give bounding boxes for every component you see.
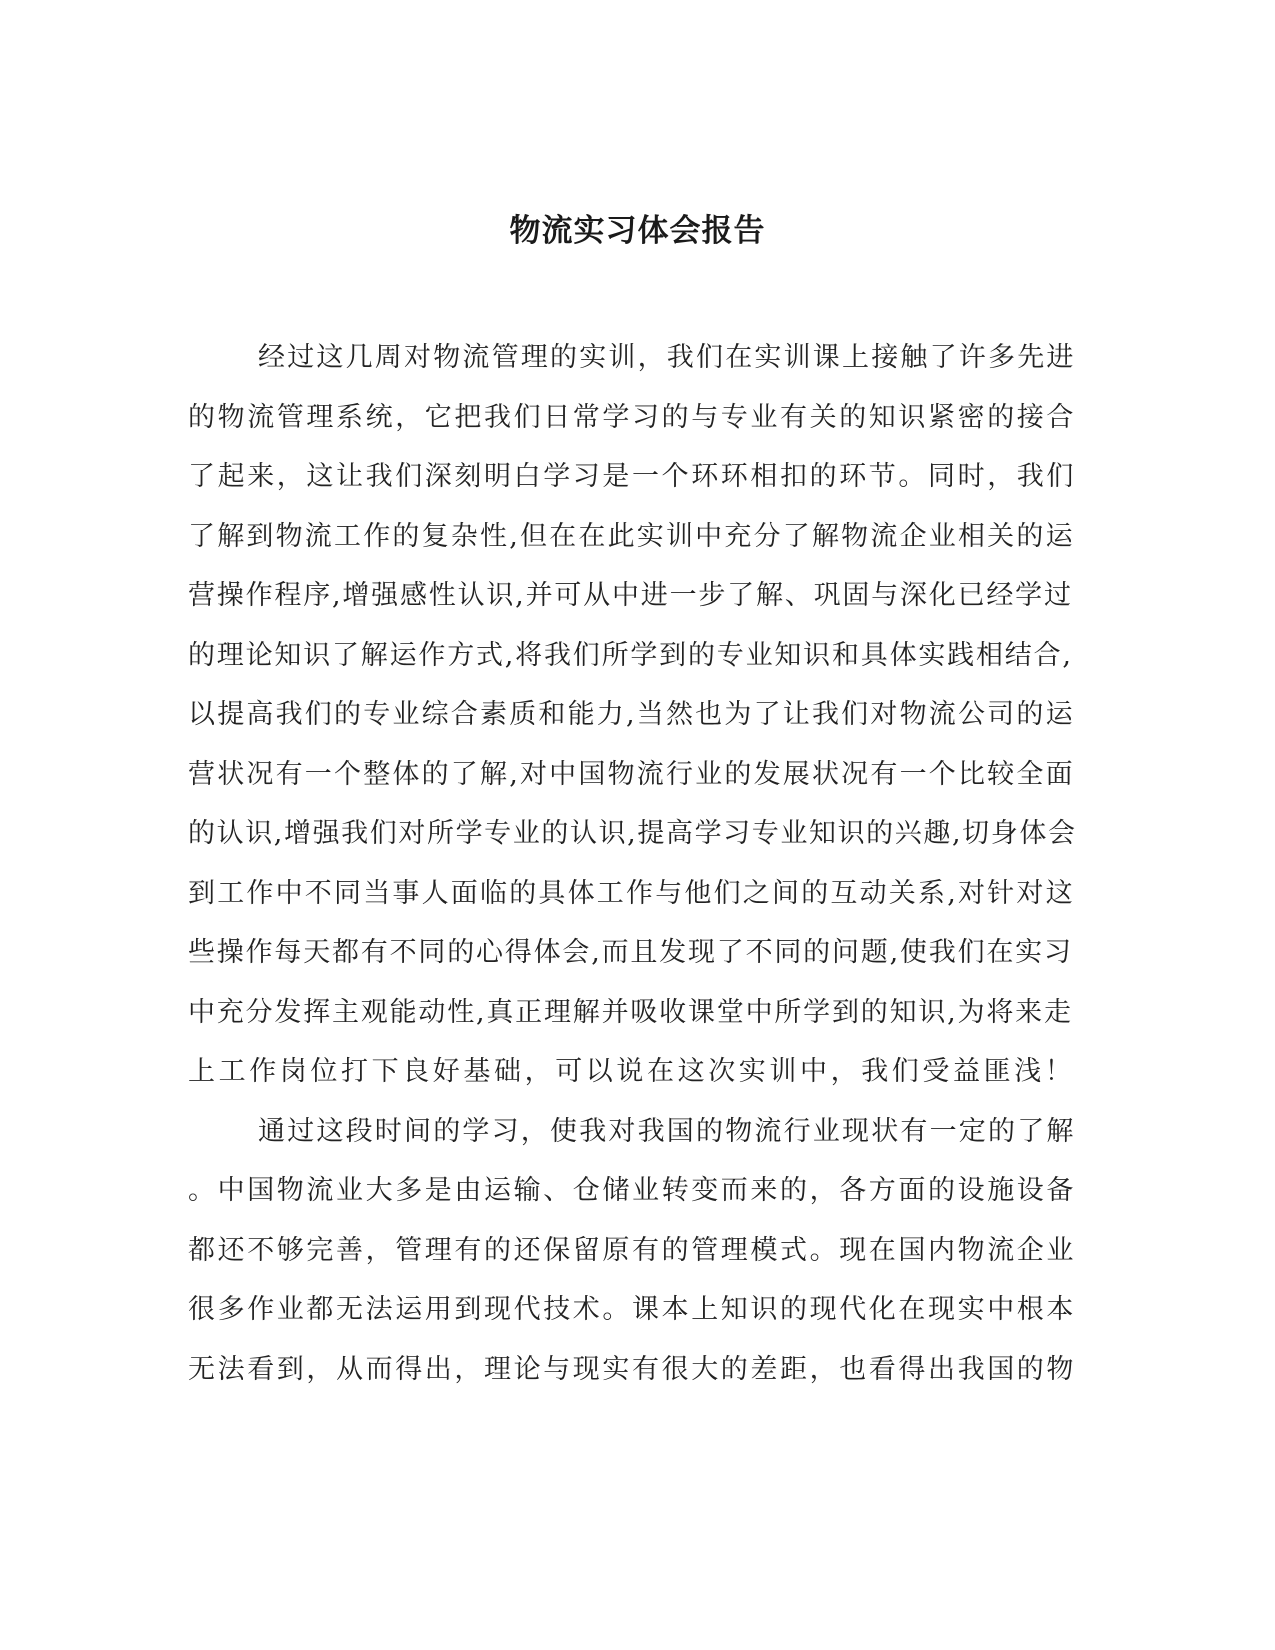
paragraph-2-line-4: 很多作业都无法运用到现代技术。课本上知识的现代化在现实中根本 [188, 1294, 1076, 1325]
paragraph-1-line-1: 经过这几周对物流管理的实训，我们在实训课上接触了许多先进 [258, 342, 1076, 373]
paragraph-1-line-3: 了起来，这让我们深刻明白学习是一个环环相扣的环节。同时，我们 [188, 461, 1076, 492]
paragraph-1-line-12: 中充分发挥主观能动性,真正理解并吸收课堂中所学到的知识,为将来走 [188, 996, 1073, 1028]
paragraph-2-line-5: 无法看到，从而得出，理论与现实有很大的差距，也看得出我国的物 [188, 1353, 1076, 1385]
paragraph-2-line-2: 。中国物流业大多是由运输、仓储业转变而来的，各方面的设施设备 [188, 1175, 1076, 1206]
paragraph-1-line-6: 的理论知识了解运作方式,将我们所学到的专业知识和具体实践相结合, [188, 639, 1073, 671]
paragraph-1-line-7: 以提高我们的专业综合素质和能力,当然也为了让我们对物流公司的运 [188, 699, 1075, 730]
paragraph-1-line-8: 营状况有一个整体的了解,对中国物流行业的发展状况有一个比较全面 [188, 758, 1075, 790]
paragraph-1-line-10: 到工作中不同当事人面临的具体工作与他们之间的互动关系,对针对这 [188, 877, 1075, 909]
paragraph-1-line-13: 上工作岗位打下良好基础，可以说在这次实训中，我们受益匪浅！ [188, 1056, 1076, 1087]
paragraph-1-line-2: 的物流管理系统，它把我们日常学习的与专业有关的知识紧密的接合 [188, 401, 1076, 433]
paragraph-2-line-3: 都还不够完善，管理有的还保留原有的管理模式。现在国内物流企业 [188, 1234, 1076, 1266]
document-title: 物流实习体会报告 [509, 213, 766, 249]
paragraph-1-line-11: 些操作每天都有不同的心得体会,而且发现了不同的问题,使我们在实习 [188, 937, 1073, 968]
paragraph-1-line-5: 营操作程序,增强感性认识,并可从中进一步了解、巩固与深化已经学过 [188, 580, 1073, 611]
paragraph-1-line-4: 了解到物流工作的复杂性,但在在此实训中充分了解物流企业相关的运 [188, 520, 1075, 552]
document-body [188, 328, 1078, 1399]
paragraph-2-line-1: 通过这段时间的学习，使我对我国的物流行业现状有一定的了解 [258, 1115, 1076, 1147]
paragraph-1-line-9: 的认识,增强我们对所学专业的认识,提高学习专业知识的兴趣,切身体会 [188, 818, 1077, 849]
